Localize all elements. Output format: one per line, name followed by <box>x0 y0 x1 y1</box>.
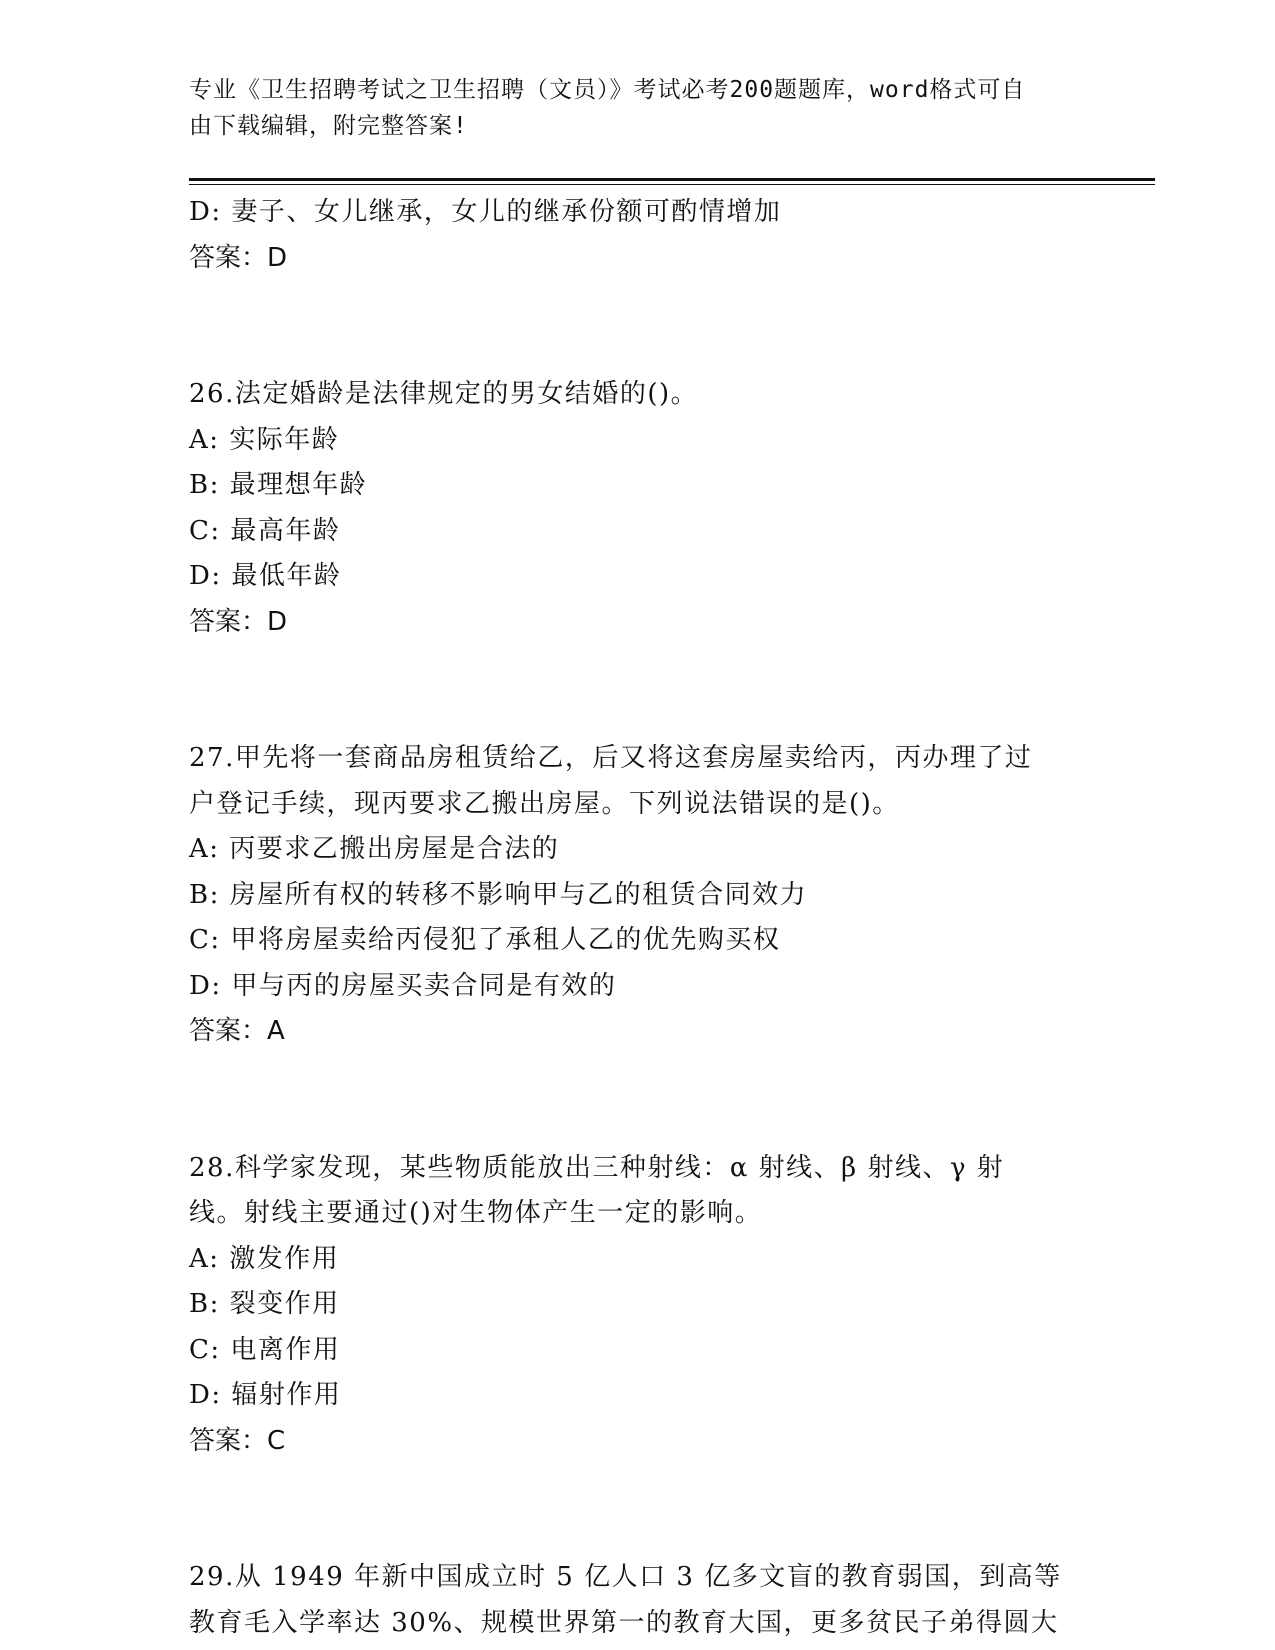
answer-line: 答案：D <box>189 606 288 637</box>
option-b: B: 最理想年龄 <box>189 470 368 500</box>
question-spacer <box>189 281 1089 372</box>
question-spacer <box>189 1055 1089 1146</box>
question-stem: 26.法定婚龄是法律规定的男女结婚的()。 <box>189 379 699 409</box>
header-rule-thin <box>189 184 1155 185</box>
header-line-1: 专业《卫生招聘考试之卫生招聘（文员）》考试必考200题题库，word格式可自 <box>189 77 1026 103</box>
question-spacer <box>189 1464 1089 1555</box>
question-stem-line-2: 教育毛入学率达 30%、规模世界第一的教育大国，更多贫民子弟得圆大 <box>189 1607 1059 1638</box>
option-a: A: 丙要求乙搬出房屋是合法的 <box>189 834 560 864</box>
answer-line: 答案：A <box>189 1016 285 1046</box>
answer-line: 答案：D <box>189 242 288 273</box>
question-28 <box>189 1146 1089 1465</box>
question-29 <box>189 1555 1089 1646</box>
question-stem-line-1: 28.科学家发现，某些物质能放出三种射线：α 射线、β 射线、γ 射 <box>189 1152 1005 1183</box>
option-b: B: 房屋所有权的转移不影响甲与乙的租赁合同效力 <box>189 879 808 910</box>
option-c: C: 电离作用 <box>189 1334 341 1365</box>
question-stem-line-1: 27.甲先将一套商品房租赁给乙，后又将这套房屋卖给丙，丙办理了过 <box>189 743 1033 773</box>
option-d: D: 最低年龄 <box>189 561 342 591</box>
option-a: A: 激发作用 <box>189 1243 340 1274</box>
option-d: D: 妻子、女儿继承，女儿的继承份额可酌情增加 <box>189 197 782 227</box>
option-c: C: 最高年龄 <box>189 515 341 546</box>
option-d: D: 辐射作用 <box>189 1380 342 1410</box>
header-line-2: 由下载编辑，附完整答案! <box>189 113 468 139</box>
question-list <box>189 190 1089 1646</box>
question-spacer <box>189 645 1089 736</box>
question-27 <box>189 736 1089 1055</box>
question-stem-line-2: 线。射线主要通过()对生物体产生一定的影响。 <box>189 1198 763 1228</box>
question-stem-line-1: 29.从 1949 年新中国成立时 5 亿人口 3 亿多文盲的教育弱国，到高等 <box>189 1562 1062 1592</box>
option-b: B: 裂变作用 <box>189 1289 340 1319</box>
option-c: C: 甲将房屋卖给丙侵犯了承租人乙的优先购买权 <box>189 925 781 955</box>
option-a: A: 实际年龄 <box>189 424 340 455</box>
question-26 <box>189 372 1089 645</box>
question-stem-line-2: 户登记手续，现丙要求乙搬出房屋。下列说法错误的是()。 <box>189 788 900 819</box>
header-rule-thick <box>189 178 1155 181</box>
answer-line: 答案：C <box>189 1425 286 1456</box>
option-d: D: 甲与丙的房屋买卖合同是有效的 <box>189 970 617 1001</box>
document-header <box>189 72 1069 144</box>
question-25-tail <box>189 190 1089 281</box>
